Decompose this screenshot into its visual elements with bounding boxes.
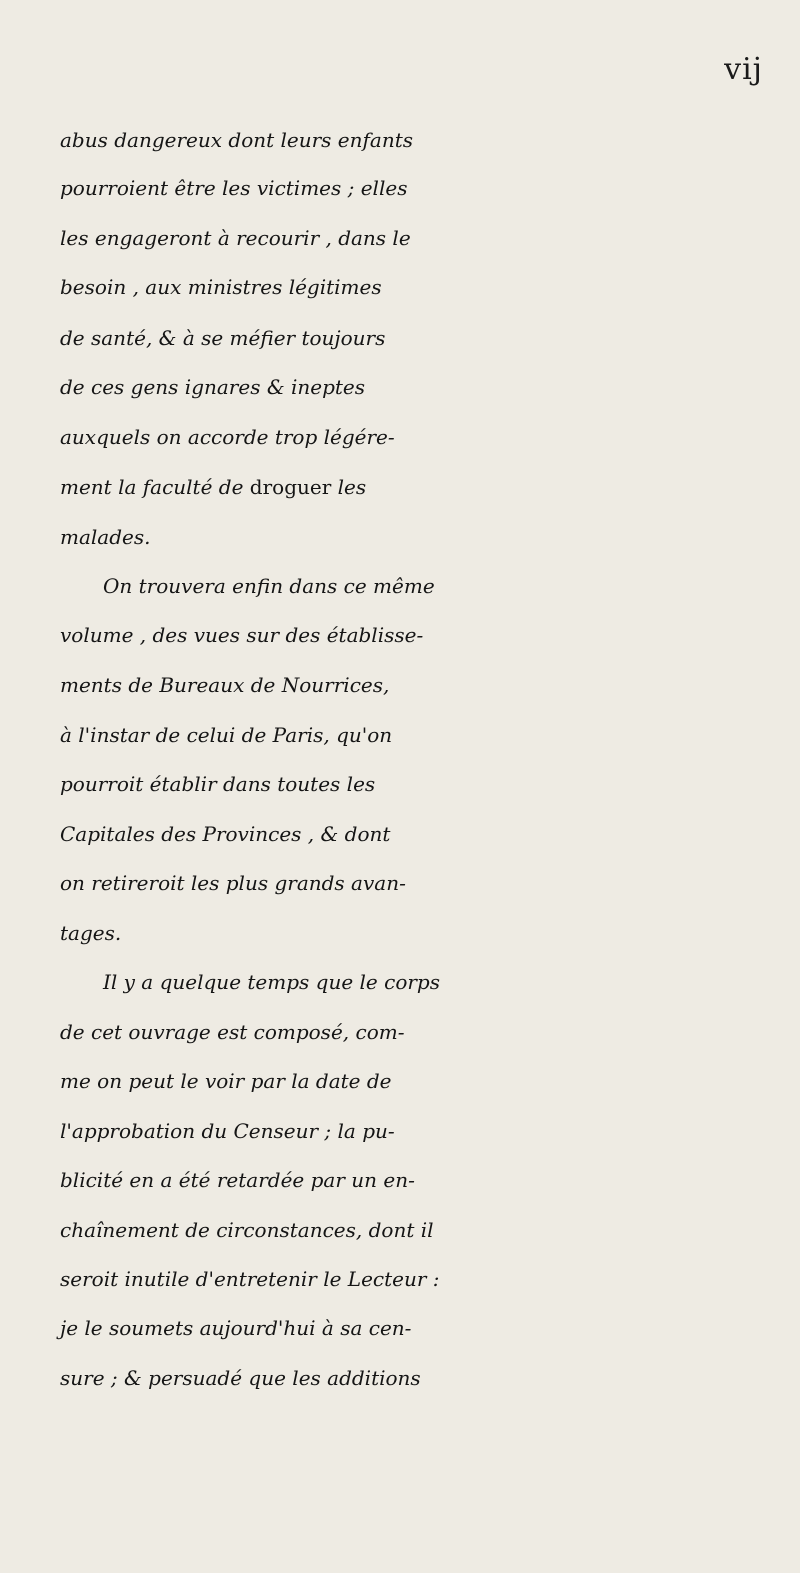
text-line: pourroit établir dans toutes les [60, 772, 376, 796]
page-number: vij [724, 52, 763, 87]
text-line [60, 460, 800, 514]
text-line: auxquels on accorde trop légére- [60, 425, 395, 449]
text-line-italic: ment la faculté de [60, 475, 250, 499]
text-line: on retireroit les plus grands avan- [60, 871, 406, 895]
text-line: de cet ouvrage est composé, com- [60, 1020, 405, 1044]
text-line: abus dangereux dont leurs enfants [60, 128, 414, 152]
text-line: pourroient être les victimes ; elles [60, 176, 408, 200]
text-line: l'approbation du Censeur ; la pu- [60, 1119, 395, 1143]
text-line: ments de Bureaux de Nourrices, [60, 673, 390, 697]
text-line: à l'instar de celui de Paris, qu'on [60, 723, 393, 747]
text-line: seroit inutile d'entretenir le Lecteur : [60, 1267, 440, 1291]
text-line: On trouvera enfin dans ce même [103, 574, 435, 598]
text-line: sure ; & persuadé que les additions [60, 1366, 421, 1390]
text-line: de santé, & à se méfier toujours [60, 326, 386, 350]
text-line: malades. [60, 525, 151, 549]
text-line: me on peut le voir par la date de [60, 1069, 392, 1093]
text-line: les engageront à recourir , dans le [60, 226, 411, 250]
text-line: je le soumets aujourd'hui à sa cen- [60, 1316, 412, 1340]
text-line: Capitales des Provinces , & dont [60, 822, 391, 846]
text-line: besoin , aux ministres légitimes [60, 275, 382, 299]
text-line: Il y a quelque temps que le corps [103, 970, 440, 994]
text-line: de ces gens ignares & ineptes [60, 375, 366, 399]
text-line: volume , des vues sur des établisse- [60, 623, 424, 647]
text-line: tages. [60, 921, 122, 945]
text-line-italic: les [331, 475, 367, 499]
text-line: chaînement de circonstances, dont il [60, 1218, 434, 1242]
text-line: blicité en a été retardée par un en- [60, 1168, 415, 1192]
text-line-roman: droguer [249, 475, 332, 499]
